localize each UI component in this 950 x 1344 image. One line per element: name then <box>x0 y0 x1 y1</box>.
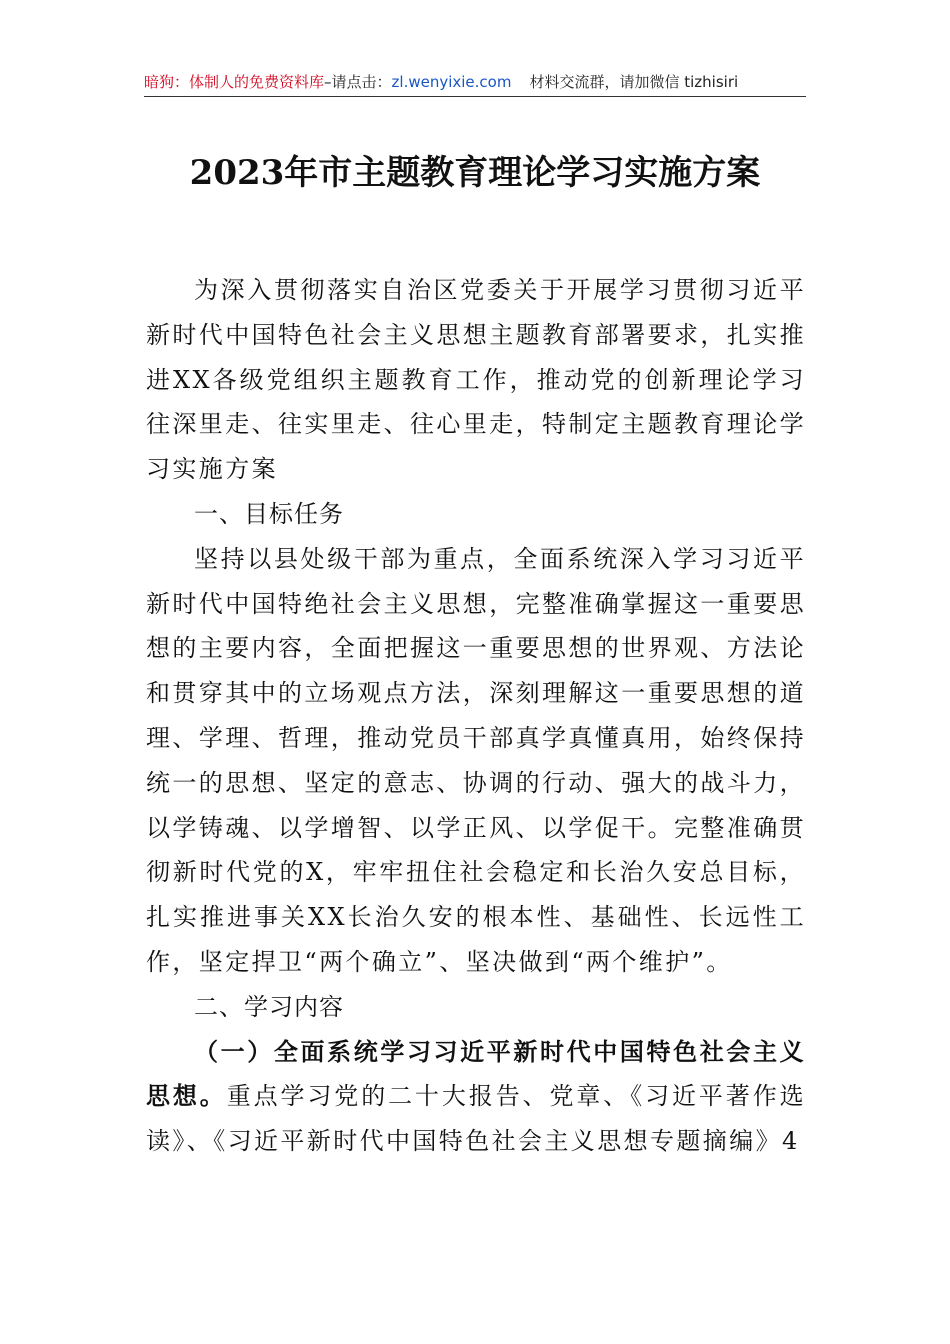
content-sub-body: 重点学习党的二十大报告、党章、《习近平著作选读》、《习近平新时代中国特色社会主义思想专题摘编》4 <box>146 1082 806 1156</box>
section-heading-content: 二、学习内容 <box>194 992 344 1021</box>
header-banner <box>144 68 804 96</box>
document-title: 2023年市主题教育理论学习实施方案 <box>189 153 761 193</box>
content-paragraph <box>146 1030 806 1164</box>
header-group-info: 材料交流群，请加微信 tizhisiri <box>529 73 739 91</box>
content-subheading: （一）全面系统学习习近平新时代中国特色社会主义思想。 <box>146 1036 806 1111</box>
header-divider <box>144 96 806 97</box>
header-link-label: –请点击： <box>324 73 392 91</box>
goals-paragraph: 坚持以县处级干部为重点，全面系统深入学习习近平新时代中国特绝社会主义思想，完整准确掌握这一重要思想的主要内容，全面把握这一重要思想的世界观、方法论和贯穿其中的立场观点方法，深刻理解这一重要思想的道理、学理、哲理，推动党员干部真学真懂真用，始终保持统一的思想、坚定的意志、协调的行动、强大的战斗力，以学铸魂、以学增智、以学正风、以学促干。完整准确贯彻新时代党的X，牢牢扭住社会稳定和长治久安总目标，扎实推进事关XX长治久安的根本性、基础性、长远性工作，坚定捍卫“两个确立”、坚决做到“两个维护”。 <box>146 544 806 976</box>
section-heading-goals: 一、目标任务 <box>194 499 344 528</box>
header-brand: 暗狗：体制人的免费资料库 <box>144 73 325 91</box>
intro-paragraph: 为深入贯彻落实自治区党委关于开展学习贯彻习近平新时代中国特色社会主义思想主题教育部署要求，扎实推进XX各级党组织主题教育工作，推动党的创新理论学习往深里走、往实里走、往心里走，特制定主题教育理论学习实施方案 <box>146 276 806 484</box>
document-body <box>146 268 806 1164</box>
header-link[interactable]: zl.wenyixie.com <box>391 73 512 91</box>
